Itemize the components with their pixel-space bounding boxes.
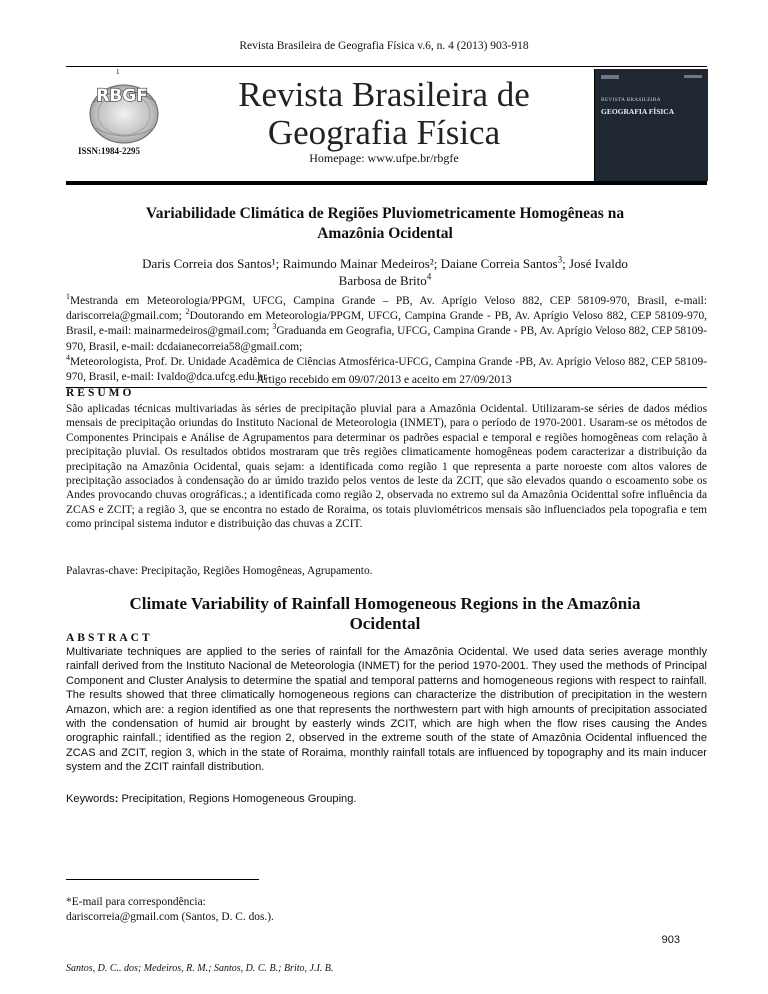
author-sup: 4 <box>426 271 432 282</box>
abstract-heading: ABSTRACT <box>66 632 153 644</box>
affiliation-4: Meteorologista, Prof. Dr. Unidade Acadêmica de Ciências Atmosférica-UFCG, Campina Grande -PB, Av. Aprígio Veloso 882, CEP 58109-970, Brasil, e-mail: Ivaldo@dca.ufcg.edu.br <box>66 355 707 384</box>
footnote-rule <box>66 879 259 880</box>
header-thick-rule <box>66 181 707 185</box>
footnote-line1: *E-mail para correspondência: <box>66 896 206 908</box>
keywords-text: Precipitation, Regions Homogeneous Grouping. <box>118 793 357 805</box>
affiliations <box>66 294 707 385</box>
journal-title <box>190 76 578 152</box>
paper-title-line1: Variabilidade Climática de Regiões Pluviometricamente Homogêneas na <box>145 205 625 222</box>
keywords <box>66 793 356 805</box>
journal-title-line1: Revista Brasileira de <box>238 75 530 114</box>
affiliation-1: Mestranda em Meteorologia/PPGM, UFCG, Campina Grande – PB, Av. Aprígio Veloso 882, CEP 58109-970, Brasil, e-mail: dariscorreia@gmail.com; <box>66 295 707 323</box>
logo-text: RBGF <box>96 86 148 106</box>
abstract-text: Multivariate techniques are applied to the series of rainfall for the Amazônia Ocidental. We used data series average monthly rainfall derived from the Instituto Nacional de Meteorologia (INMET) for the period 1970-2001. They used the methods of Principal Component and Cluster Analysis to determine the spatial and temporal patterns and homogeneous regions with respect to rainfall. The results showed that three climatically homogeneous regions can characterize the distribution of precipitation in the western Amazon, which are: a region identified as one that represents the northwestern part with high amounts of precipitation associated with the condensation of humid air brought by easterly winds ZCIT, which are high when the flow rises causing the Andes orographic rainfall.; identified as the region 2, observed in the extreme south of the state of Amazônia Ocidental influenced the ZCAS and ZCIT, region 3, which in the state of Roraima, monthly rainfall totals are influenced by topography and its main inducer system and the ZCIT rainfall distribution. <box>66 646 707 774</box>
cover-decoration <box>601 75 619 79</box>
authors-text: ; José Ivaldo <box>562 256 628 271</box>
author-sup: 3 <box>557 254 563 265</box>
affiliation-3: Graduanda em Geografia, UFCG, Campina Grande - PB, Av. Aprígio Veloso 882, CEP 58109-970, Brasil, e-mail: dcdaianecorreia58@gmail.com; <box>66 325 707 353</box>
resumo-text: São aplicadas técnicas multivariadas às séries de precipitação pluvial para a Amazônia Ocidental. Utilizaram-se séries de dados médios mensais de precipitação oriundas do Instituto Nacional de Meteorologia (INMET), para o período de 1970-2001. Usaram-se os métodos de Componentes Principais e Análise de Agrupamentos para determinar os padrões espacial e temporal e regiões homogêneas com relação à precipitação pluvial. Os resultados obtidos mostraram que três regiões climaticamente homogêneas podem caracterizar a distribuição da precipitação na Amazônia Ocidental, quais sejam: a identificada como região 1 que representa a parte noroeste com altos valores de precipitação associados à condensação do ar úmido trazido pelos ventos de leste da ZCIT, que são elevados quando o escoamento sobe os Andes provocando chuvas orográficas.; a identificada como região 2, observada no extremo sul da Amazônia Ocidenttal sofre influência da ZCAS e ZCIT; a região 3, que se encontra no estado de Roraima, os totais pluviométricos mensais são influenciados pela topografia e tem como principal sistema indutor e distribuição das chuvas a ZCIT. <box>66 403 707 531</box>
english-title-line1: Climate Variability of Rainfall Homogeneous Regions in the Amazônia <box>129 594 641 613</box>
keywords-colon: : <box>114 793 119 805</box>
cover-small-text: REVISTA BRASILEIRA <box>601 97 661 103</box>
affiliation-2: Doutorando em Meteorologia/PPGM, UFCG, Campina Grande - PB, Av. Aprígio Veloso 882, CEP 58109-970, Brasil, e-mail: mainarmedeiros@gmail.com; <box>66 310 708 338</box>
affil-sup: 2 <box>185 307 190 317</box>
english-title-line2: Ocidental <box>349 614 421 633</box>
affil-sup: 3 <box>272 322 277 332</box>
rbgf-logo-icon <box>72 72 172 147</box>
issn: ISSN:1984-2295 <box>78 146 141 156</box>
journal-title-line2: Geografia Física <box>267 113 501 152</box>
affil-sup: 4 <box>66 353 70 363</box>
footer-citation: Santos, D. C.. dos; Medeiros, R. M.; Santos, D. C. B.; Brito, J.I. B. <box>66 963 334 974</box>
resumo-heading: RESUMO <box>66 387 135 399</box>
running-head: Revista Brasileira de Geografia Física v.6, n. 4 (2013) 903-918 <box>239 40 529 52</box>
authors-text: Barbosa de Brito <box>338 273 427 288</box>
journal-cover-image <box>594 69 708 181</box>
paper-title-line2: Amazônia Ocidental <box>317 225 453 242</box>
english-title <box>90 594 680 634</box>
authors-text: Daris Correia dos Santos¹; Raimundo Mainar Medeiros²; Daiane Correia Santos <box>142 256 558 271</box>
paper-title <box>90 204 680 244</box>
footnote-email: dariscorreia@gmail.com (Santos, D. C. dos.). <box>66 910 274 923</box>
palavras-chave: Palavras-chave: Precipitação, Regiões Homogêneas, Agrupamento. <box>66 565 373 577</box>
page-number: 903 <box>661 934 680 946</box>
affil-sup: 1 <box>66 292 70 302</box>
received-date: Artigo recebido em 09/07/2013 e aceito em 27/09/2013 <box>256 374 512 386</box>
header-rule <box>66 66 707 67</box>
cover-big-text: GEOGRAFIA FÍSICA <box>601 107 675 116</box>
footnote <box>66 895 274 924</box>
homepage-link[interactable]: Homepage: www.ufpe.br/rbgfe <box>309 151 459 165</box>
section-rule <box>66 387 707 388</box>
cover-decoration <box>684 75 702 78</box>
keywords-label: Keywords <box>66 793 115 805</box>
authors <box>90 255 680 289</box>
logo-number: 1 <box>116 68 120 76</box>
